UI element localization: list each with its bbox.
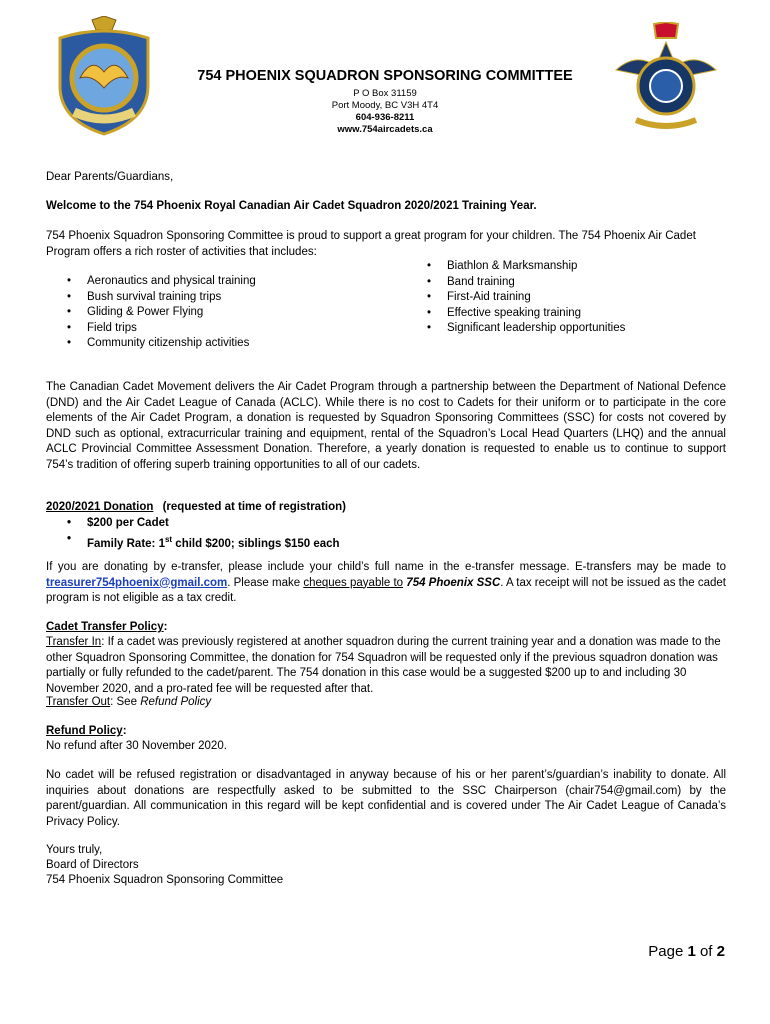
list-item: • First-Aid training <box>422 290 732 306</box>
phone-number: 604-936-8211 <box>355 112 415 123</box>
signer-committee: 754 Phoenix Squadron Sponsoring Committee <box>46 874 284 886</box>
transfer-out-label: Transfer Out <box>46 696 111 708</box>
signoff: Yours truly, <box>46 844 103 856</box>
signer-board: Board of Directors <box>46 859 139 871</box>
donation-list <box>62 516 662 552</box>
page-indicator <box>648 943 725 960</box>
list-item: • Field trips <box>62 321 402 337</box>
salutation: Dear Parents/Guardians, <box>46 171 174 183</box>
ordinal-suffix: st <box>164 534 173 544</box>
welcome-heading: Welcome to the 754 Phoenix Royal Canadian Air Cadet Squadron 2020/2021 Training Year. <box>46 200 537 212</box>
etransfer-text: . Please make <box>227 576 304 589</box>
list-item: • Band training <box>422 275 732 291</box>
refund-heading-line: Refund Policy: <box>46 725 127 737</box>
treasurer-email-link[interactable]: treasurer754phoenix@gmail.com <box>46 576 228 589</box>
list-item: • Biathlon & Marksmanship <box>422 259 732 275</box>
list-item: • Aeronautics and physical training <box>62 274 402 290</box>
etransfer-text: . A tax receipt will not be issued as the cadet program is not eligible as a tax credit. <box>46 576 726 604</box>
refund-heading: Refund Policy <box>46 725 123 737</box>
transfer-in-paragraph <box>46 635 726 697</box>
policy-heading-line: Cadet Transfer Policy: <box>46 621 168 633</box>
family-rate-label: Family Rate: 1 <box>87 537 165 550</box>
policy-heading: Cadet Transfer Policy <box>46 621 164 633</box>
of-word: of <box>695 943 717 960</box>
website-link[interactable]: www.754aircadets.ca <box>337 124 433 135</box>
intro-paragraph: 754 Phoenix Squadron Sponsoring Committee is proud to support a great program for your children. The 754 Phoenix Air Cadet Program offers a rich roster of activities that includes: <box>46 230 696 258</box>
transfer-out-text: : See <box>110 696 141 708</box>
cheques-payable-text: cheques payable to <box>303 576 404 589</box>
address-line-1: P O Box 31159 <box>353 88 417 99</box>
activities-list-left <box>62 274 402 352</box>
page-number: 1 <box>687 943 696 960</box>
donation-note: (requested at time of registration) <box>162 501 346 513</box>
donation-heading-line <box>46 500 346 516</box>
squadron-crest-icon <box>52 16 156 136</box>
list-item: • Gliding & Power Flying <box>62 305 402 321</box>
list-item: • Bush survival training trips <box>62 290 402 306</box>
list-item <box>62 532 662 552</box>
page-word: Page <box>648 943 688 960</box>
refund-text: No refund after 30 November 2020. <box>46 740 227 752</box>
list-item: • Effective speaking training <box>422 306 732 322</box>
activities-list-right <box>422 259 732 337</box>
etransfer-paragraph <box>46 560 726 607</box>
letterhead <box>160 68 610 136</box>
transfer-out-line <box>46 695 211 711</box>
closing-paragraph: No cadet will be refused registration or disadvantaged in anyway because of his or her parent’s/guardian’s inability to donate. All inquiries about donations are respectfully asked to be submitted to the SSC Chairperson (chair754@gmail.com) by the parent/guardian. All communication in this regard will be kept confidential and is covered under The Air Cadet League of Canada’s Privacy Policy. <box>46 769 726 828</box>
list-item: • Significant leadership opportunities <box>422 321 732 337</box>
program-paragraph: The Canadian Cadet Movement delivers the Air Cadet Program through a partnership between the Department of National Defence (DND) and the Air Cadet League of Canada (ACLC). While there is no cost to Cadets for their uniform or to participate in the core elements of the Air Cadet Program, a donation is requested by Squadron Sponsoring Committees (SSC) for costs not covered by DND such as optional, extracurricular training and equipment, rental of the Squadron’s Local Head Quarters (LHQ) and the annual ACLC Provincial Committee Assessment Donation. Therefore, a yearly donation is requested to enable us to continue to support 754’s tradition of offering superb training opportunities to all of our cadets. <box>46 381 726 471</box>
family-rate-detail: child $200; siblings $150 each <box>172 537 340 550</box>
list-item: • $200 per Cadet <box>62 516 662 532</box>
donation-heading: 2020/2021 Donation <box>46 501 154 513</box>
refund-policy-reference: Refund Policy <box>140 696 212 708</box>
address-line-2: Port Moody, BC V3H 4T4 <box>331 100 439 111</box>
transfer-in-text: : If a cadet was previously registered at another squadron during the current training year and a donation was made to the other Squadron Sponsoring Committee, the donation for 754 Squadron will be requested only if the previous squadron donation was partially or fully refunded to the cadet/parent. The 754 donation in this case would be a suggested $200 up to and including 30 November 2020, and a pro-rated fee will be requested after that. <box>46 636 721 695</box>
organization-title: 754 PHOENIX SQUADRON SPONSORING COMMITTEE <box>197 68 573 84</box>
transfer-in-label: Transfer In <box>46 636 102 648</box>
payee-name: 754 Phoenix SSC <box>406 576 501 589</box>
air-cadet-league-crest-icon <box>606 22 726 132</box>
page-total: 2 <box>716 943 725 960</box>
list-item: • Community citizenship activities <box>62 336 402 352</box>
etransfer-text: If you are donating by e-transfer, please include your child’s full name in the e-transfer message. E-transfers may be made to <box>46 561 726 573</box>
